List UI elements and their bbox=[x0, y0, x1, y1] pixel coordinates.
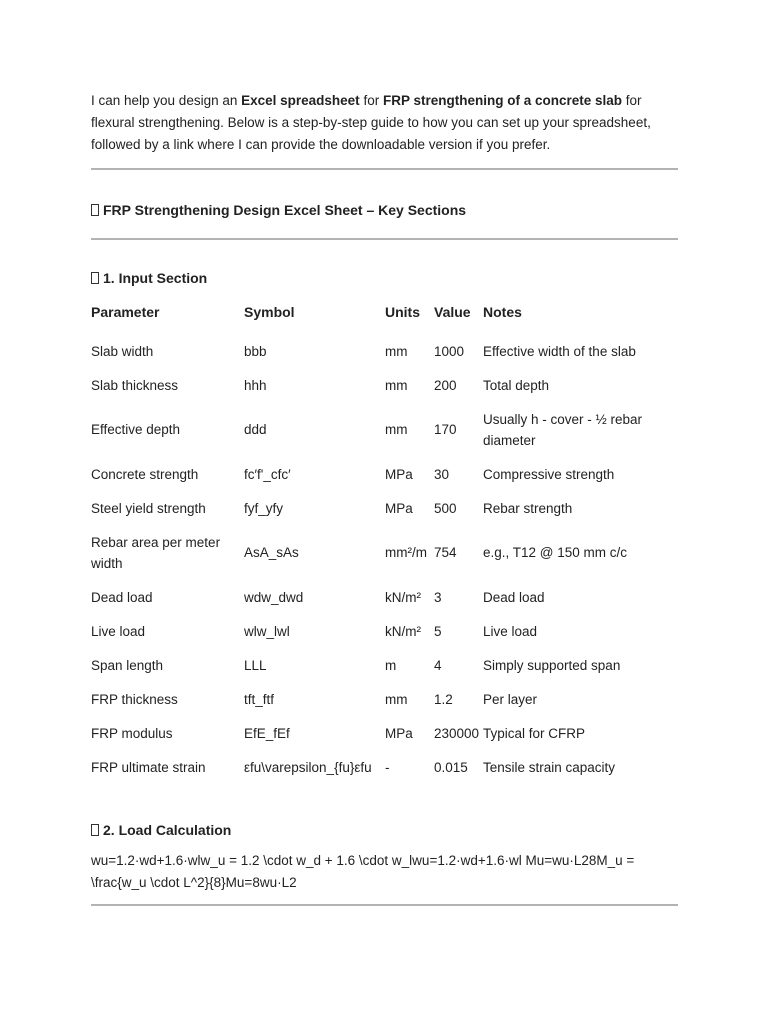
table-cell: 4 bbox=[434, 657, 442, 673]
table-cell: Live load bbox=[91, 623, 146, 639]
table-cell: 3 bbox=[434, 589, 442, 605]
table-cell: e.g., T12 @ 150 mm c/c bbox=[483, 545, 628, 560]
table-cell: kN/m² bbox=[385, 623, 421, 639]
table-cell: Compressive strength bbox=[483, 466, 615, 482]
column-header: Symbol bbox=[244, 304, 295, 320]
table-row bbox=[91, 716, 678, 750]
table-cell: MPa bbox=[385, 466, 413, 482]
table-cell: mm bbox=[385, 343, 408, 359]
table-cell: Steel yield strength bbox=[91, 500, 206, 516]
table-cell: 500 bbox=[434, 500, 457, 516]
table-cell: Typical for CFRP bbox=[483, 725, 586, 741]
table-cell: Live load bbox=[483, 623, 538, 639]
intro-bold-frp: FRP strengthening of a concrete slab bbox=[382, 93, 622, 108]
table-row bbox=[91, 491, 678, 525]
table-cell: 230000 bbox=[434, 725, 480, 741]
divider bbox=[91, 238, 678, 240]
section-heading-text: 1. Input Section bbox=[103, 270, 208, 286]
table-cell: Slab thickness bbox=[91, 377, 179, 393]
document-content bbox=[91, 90, 678, 906]
table-cell: 754 bbox=[434, 545, 457, 560]
missing-emoji-icon bbox=[91, 204, 99, 216]
table-cell: mm bbox=[385, 422, 408, 437]
missing-emoji-icon bbox=[91, 272, 99, 284]
table-cell: Slab width bbox=[91, 343, 154, 359]
table-cell: εfu\varepsilon_{fu}εfu bbox=[244, 759, 372, 775]
table-row bbox=[91, 648, 678, 682]
table-row bbox=[91, 457, 678, 491]
input-table bbox=[91, 298, 678, 784]
table-row bbox=[91, 334, 678, 368]
table-cell: wdw_dwd bbox=[244, 589, 304, 605]
table-row bbox=[91, 614, 678, 648]
table-cell: tft_ftf bbox=[244, 691, 275, 707]
table-cell: Usually h - cover - ½ rebar diameter bbox=[483, 411, 643, 448]
table-cell: mm bbox=[385, 377, 408, 393]
table-cell: Span length bbox=[91, 657, 164, 673]
table-cell: Rebar area per meter width bbox=[91, 534, 221, 571]
table-cell: Concrete strength bbox=[91, 466, 199, 482]
table-cell: 1.2 bbox=[434, 691, 453, 707]
table-cell: bbb bbox=[244, 343, 267, 359]
table-cell: Dead load bbox=[483, 589, 545, 605]
section-heading bbox=[91, 268, 678, 288]
table-cell: MPa bbox=[385, 725, 413, 741]
table-cell: AsA_sAs bbox=[244, 545, 299, 560]
table-row bbox=[91, 402, 678, 457]
table-cell: LLL bbox=[244, 657, 267, 673]
divider bbox=[91, 168, 678, 170]
table-cell: - bbox=[385, 759, 390, 775]
table-cell: MPa bbox=[385, 500, 413, 516]
table-cell: 5 bbox=[434, 623, 442, 639]
table-cell: Tensile strain capacity bbox=[483, 759, 616, 775]
table-cell: Effective depth bbox=[91, 422, 181, 437]
table-cell: m bbox=[385, 657, 397, 673]
table-cell: Per layer bbox=[483, 691, 538, 707]
table-cell: Simply supported span bbox=[483, 657, 621, 673]
main-heading-text: FRP Strengthening Design Excel Sheet – Key Sections bbox=[103, 202, 467, 218]
table-cell: fyf_yfy bbox=[244, 500, 284, 516]
table-cell: 1000 bbox=[434, 343, 465, 359]
main-heading bbox=[91, 200, 678, 220]
table-cell: wlw_lwl bbox=[244, 623, 290, 639]
table-row bbox=[91, 682, 678, 716]
table-row bbox=[91, 368, 678, 402]
table-cell: FRP modulus bbox=[91, 725, 173, 741]
table-cell: EfE_fEf bbox=[244, 725, 290, 741]
table-cell: mm bbox=[385, 691, 408, 707]
section-heading bbox=[91, 820, 678, 840]
table-row bbox=[91, 525, 678, 580]
load-formula: wu=1.2·wd+1.6·wlw_u = 1.2 \cdot w_d + 1.6 \cdot w_lwu=1.2·wd+1.6·wl Mu=wu·L28M_u = \frac{w_u \cdot L^2}{8}Mu=8wu·L2 bbox=[91, 853, 635, 890]
table-row bbox=[91, 580, 678, 614]
table-cell: 170 bbox=[434, 422, 457, 437]
table-header-row bbox=[91, 298, 678, 334]
table-cell: Dead load bbox=[91, 589, 153, 605]
intro-text-1: I can help you design an bbox=[91, 93, 242, 108]
column-header: Notes bbox=[483, 304, 522, 320]
table-cell: fc′f'_cfc′ bbox=[244, 466, 291, 482]
divider bbox=[91, 904, 678, 906]
missing-emoji-icon bbox=[91, 824, 99, 836]
table-cell: mm²/m bbox=[385, 545, 427, 560]
table-cell: Rebar strength bbox=[483, 500, 573, 516]
table-cell: Total depth bbox=[483, 377, 550, 393]
table-row bbox=[91, 750, 678, 784]
table-cell: 200 bbox=[434, 377, 457, 393]
intro-bold-excel: Excel spreadsheet bbox=[241, 93, 360, 108]
table-cell: FRP ultimate strain bbox=[91, 759, 206, 775]
section-heading-text: 2. Load Calculation bbox=[103, 822, 232, 838]
table-cell: FRP thickness bbox=[91, 691, 178, 707]
column-header: Parameter bbox=[91, 304, 160, 320]
table-cell: kN/m² bbox=[385, 589, 421, 605]
intro-text-3: for flexural strengthening. Below is a step-by-step guide to how you can set up your spreadsheet, followed by a link where I can provide the downloadable version if you prefer. bbox=[91, 93, 651, 152]
column-header: Value bbox=[434, 304, 471, 320]
intro-text-2: for bbox=[359, 93, 383, 108]
column-header: Units bbox=[385, 304, 420, 320]
table-cell: hhh bbox=[244, 377, 267, 393]
table-cell: 0.015 bbox=[434, 759, 468, 775]
intro-paragraph bbox=[91, 90, 678, 156]
table-cell: Effective width of the slab bbox=[483, 343, 636, 359]
table-cell: ddd bbox=[244, 422, 267, 437]
table-cell: 30 bbox=[434, 466, 450, 482]
